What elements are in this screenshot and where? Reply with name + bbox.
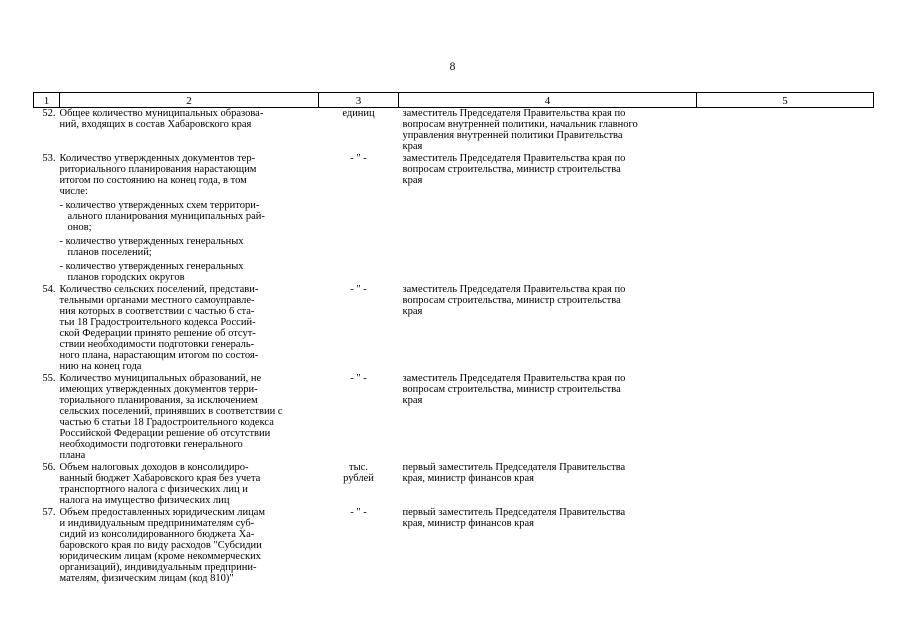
table-header-row	[34, 93, 874, 108]
responsible-text-line: вопросам строительства, министр строительства	[402, 384, 621, 395]
responsible-text-line: заместитель Председателя Правительства края по	[402, 153, 626, 164]
indicator-text-line: ствии необходимости подготовки генераль-	[59, 339, 255, 350]
indicators-table	[33, 92, 874, 585]
responsible-text-line: края	[402, 306, 423, 317]
table-row	[34, 284, 874, 373]
responsible-text-line: края	[402, 175, 423, 186]
responsible-cell	[399, 284, 697, 373]
row-number: 57.	[42, 507, 56, 518]
indicator-text-line: ской Федерации принято решение об отсут-	[59, 328, 256, 339]
indicator-text-line: частью 6 статьи 18 Градостроительного кодекса	[59, 417, 274, 428]
subitem-text-line: - количество утвержденных схем территори-	[59, 200, 260, 211]
unit-text-line: рублей	[343, 473, 374, 484]
column-header: 5	[697, 93, 874, 108]
indicator-text-line: Количество сельских поселений, представи-	[59, 284, 259, 295]
responsible-text-line: первый заместитель Председателя Правительства	[402, 462, 626, 473]
responsible-text-line: края, министр финансов края	[402, 473, 535, 484]
responsible-cell	[399, 153, 697, 284]
column-5-cell	[697, 507, 874, 585]
indicator-text-line: Объем налоговых доходов в консолидиро-	[59, 462, 249, 473]
responsible-text-line: края	[402, 395, 423, 406]
unit-cell	[319, 373, 399, 462]
responsible-text-line: края	[402, 141, 423, 152]
unit-cell	[319, 462, 399, 507]
table-row	[34, 153, 874, 284]
unit-text-line: единиц	[342, 108, 375, 119]
indicator-text-line: Количество муниципальных образований, не	[59, 373, 262, 384]
table-row	[34, 507, 874, 585]
unit-text-line: - " -	[350, 373, 367, 384]
indicator-text-line: сидий из консолидированного бюджета Ха-	[59, 529, 255, 540]
unit-cell	[319, 108, 399, 154]
indicator-cell	[60, 284, 319, 373]
indicator-text-line: Общее количество муниципальных образова-	[59, 108, 264, 119]
responsible-text-line: заместитель Председателя Правительства края по	[402, 108, 626, 119]
column-header: 3	[319, 93, 399, 108]
column-header: 1	[34, 93, 60, 108]
subitem-text-line: - количество утвержденных генеральных	[59, 261, 244, 272]
indicator-subitem	[60, 236, 319, 258]
responsible-text-line: первый заместитель Председателя Правительства	[402, 507, 626, 518]
responsible-cell	[399, 108, 697, 154]
subitem-text-line: онов;	[67, 222, 92, 233]
unit-cell	[319, 153, 399, 284]
responsible-text-line: вопросам строительства, министр строительства	[402, 164, 621, 175]
indicator-text-line: Объем предоставленных юридическим лицам	[59, 507, 266, 518]
responsible-text-line: заместитель Председателя Правительства края по	[402, 284, 626, 295]
column-5-cell	[697, 462, 874, 507]
responsible-cell	[399, 462, 697, 507]
indicator-text-line: Российской Федерации решение об отсутствии	[59, 428, 271, 439]
indicator-text-line: ний, входящих в состав Хабаровского края	[59, 119, 252, 130]
indicator-text-line: ния которых в соответствии с частью 6 ста-	[59, 306, 255, 317]
column-header: 2	[60, 93, 319, 108]
indicator-text-line: организаций), индивидуальным предприни-	[59, 562, 257, 573]
subitem-text-line: планов городских округов	[67, 272, 185, 283]
unit-text-line: - " -	[350, 153, 367, 164]
responsible-cell	[399, 507, 697, 585]
indicator-text-line: ториального планирования, за исключением	[59, 395, 258, 406]
row-number: 53.	[42, 153, 56, 164]
table-row	[34, 462, 874, 507]
indicator-text-line: плана	[59, 450, 86, 461]
row-number: 52.	[42, 108, 56, 119]
indicator-cell	[60, 507, 319, 585]
indicator-text-line: сельских поселений, принявших в соответствии с	[59, 406, 283, 417]
indicator-subitem	[60, 200, 319, 233]
row-number: 55.	[42, 373, 56, 384]
subitem-text-line: - количество утвержденных генеральных	[59, 236, 244, 247]
unit-cell	[319, 507, 399, 585]
indicator-subitem	[60, 261, 319, 283]
row-number: 56.	[42, 462, 56, 473]
indicator-text-line: ванный бюджет Хабаровского края без учета	[59, 473, 261, 484]
indicator-text-line: Количество утвержденных документов тер-	[59, 153, 256, 164]
column-header: 4	[399, 93, 697, 108]
indicator-cell	[60, 462, 319, 507]
indicator-cell	[60, 373, 319, 462]
responsible-text-line: вопросам внутренней политики, начальник главного	[402, 119, 638, 130]
indicator-text-line: необходимости подготовки генерального	[59, 439, 243, 450]
responsible-text-line: управления внутренней политики Правительства	[402, 130, 623, 141]
indicator-text-line: тельными органами местного самоуправле-	[59, 295, 255, 306]
indicator-text-line: имеющих утвержденных документов терри-	[59, 384, 258, 395]
row-number: 54.	[42, 284, 56, 295]
responsible-cell	[399, 373, 697, 462]
indicator-text-line: транспортного налога с физических лиц и	[59, 484, 248, 495]
unit-text-line: тыс.	[349, 462, 368, 473]
column-5-cell	[697, 153, 874, 284]
page-number: 8	[449, 61, 456, 73]
indicator-text-line: баровского края по виду расходов "Субсидии	[59, 540, 262, 551]
indicator-text-line: и индивидуальным предпринимателям суб-	[59, 518, 255, 529]
indicator-text-line: ного плана, нарастающим итогом по состоя-	[59, 350, 259, 361]
table-row	[34, 108, 874, 154]
indicator-text-line: числе:	[59, 186, 88, 197]
indicator-text-line: тьи 18 Градостроительного кодекса Россий-	[59, 317, 256, 328]
indicator-cell	[60, 108, 319, 154]
subitem-text-line: ального планирования муниципальных рай-	[67, 211, 265, 222]
responsible-text-line: заместитель Председателя Правительства края по	[402, 373, 626, 384]
unit-text-line: - " -	[350, 284, 367, 295]
indicator-text-line: юридическим лицам (кроме некоммерческих	[59, 551, 261, 562]
indicator-cell	[60, 153, 319, 284]
table-row	[34, 373, 874, 462]
unit-text-line: - " -	[350, 507, 367, 518]
subitem-text-line: планов поселений;	[67, 247, 152, 258]
indicator-text-line: мателям, физическим лицам (код 810)"	[59, 573, 234, 584]
column-5-cell	[697, 108, 874, 154]
indicator-text-line: итогом по состоянию на конец года, в том	[59, 175, 247, 186]
unit-cell	[319, 284, 399, 373]
indicator-text-line: нию на конец года	[59, 361, 142, 372]
table-body	[34, 108, 874, 586]
responsible-text-line: края, министр финансов края	[402, 518, 535, 529]
indicator-text-line: риториального планирования нарастающим	[59, 164, 257, 175]
indicator-text-line: налога на имущество физических лиц	[59, 495, 230, 506]
column-5-cell	[697, 373, 874, 462]
column-5-cell	[697, 284, 874, 373]
responsible-text-line: вопросам строительства, министр строительства	[402, 295, 621, 306]
